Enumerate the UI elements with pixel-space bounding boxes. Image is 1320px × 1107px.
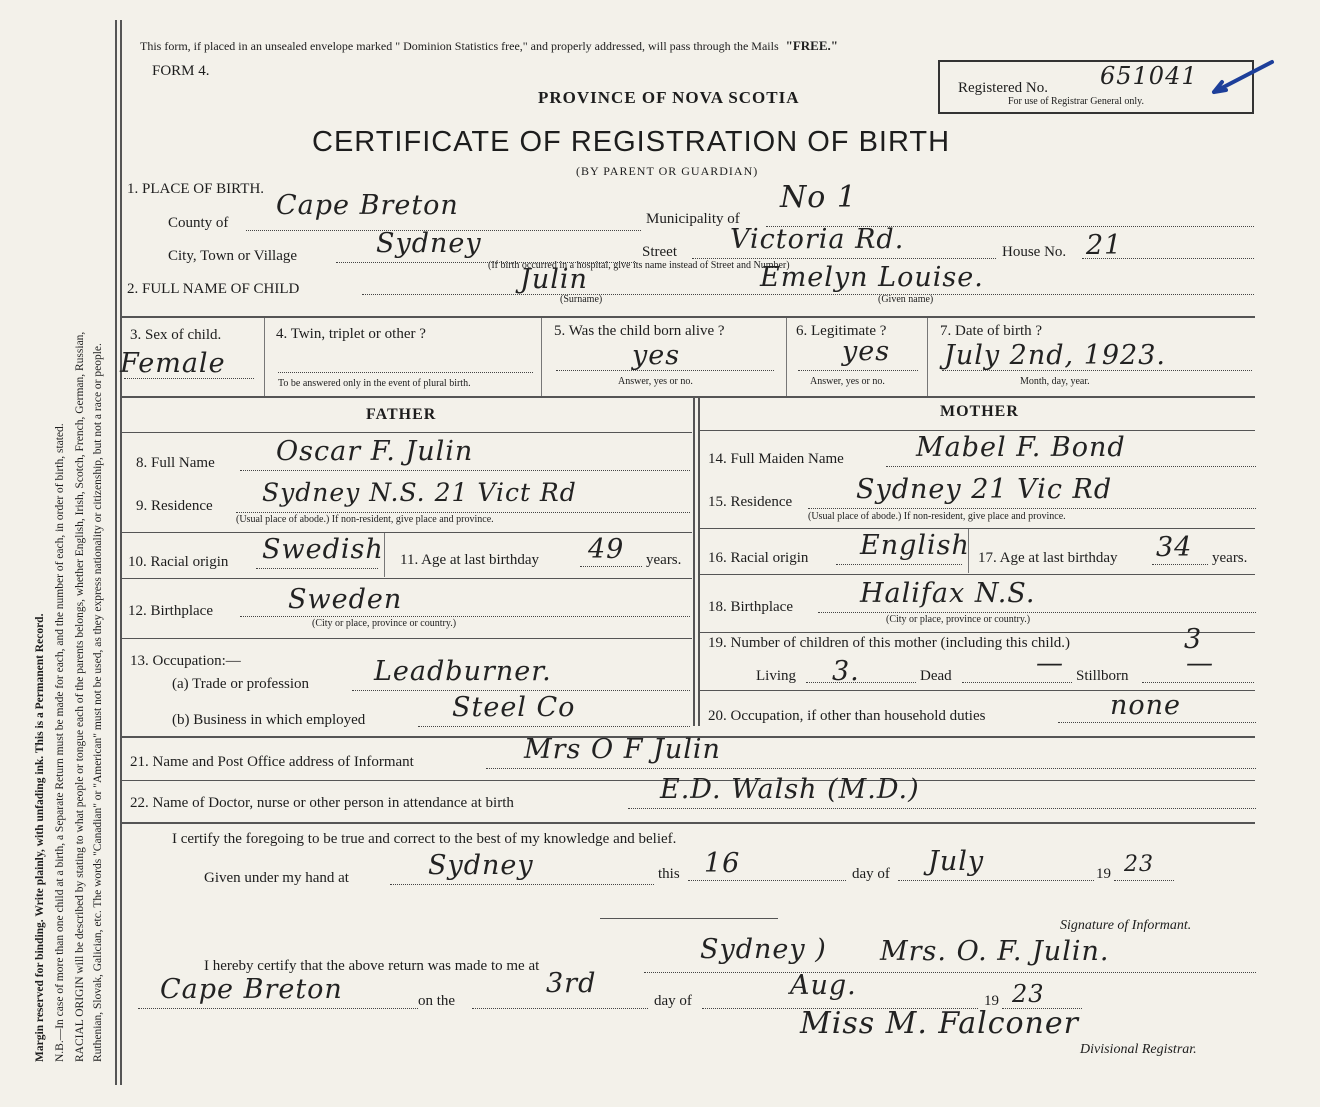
father-business-line bbox=[418, 726, 690, 727]
informant-signature: Mrs. O. F. Julin. bbox=[880, 936, 1110, 967]
certificate-subtitle: (BY PARENT OR GUARDIAN) bbox=[576, 164, 759, 178]
mother-residence-label: 15. Residence bbox=[708, 494, 793, 510]
mother-children-label: 19. Number of children of this mother (including this child.) bbox=[708, 635, 1071, 651]
father-business-label: (b) Business in which employed bbox=[172, 712, 366, 728]
twin-label: 4. Twin, triplet or other ? bbox=[276, 326, 426, 342]
father-age-unit: years. bbox=[646, 552, 682, 568]
registrar-day-line bbox=[472, 1008, 648, 1009]
dead-value: — bbox=[1036, 648, 1064, 679]
father-heading: FATHER bbox=[366, 406, 437, 423]
registrar-county-line bbox=[138, 1008, 418, 1009]
informant-line bbox=[486, 768, 1256, 769]
mother-racial-line bbox=[836, 564, 962, 565]
county-label: County of bbox=[168, 215, 229, 231]
given-place-value: Sydney bbox=[428, 850, 534, 881]
signature-rule bbox=[600, 918, 778, 919]
legitimate-line bbox=[798, 370, 918, 371]
municipality-label: Municipality of bbox=[646, 211, 740, 227]
municipality-value: No 1 bbox=[780, 180, 857, 215]
province-heading: PROVINCE OF NOVA SCOTIA bbox=[538, 88, 800, 107]
dob-label: 7. Date of birth ? bbox=[940, 323, 1043, 339]
father-row-rule-2 bbox=[120, 578, 692, 579]
father-racial-value: Swedish bbox=[262, 534, 384, 565]
dob-value: July 2nd, 1923. bbox=[944, 340, 1166, 371]
margin-note-racial-2: Ruthenian, Slovak, Galician, etc. The words "Canadian" or "American" must not be used, as they express nationality or citizenship, but not a race or people. bbox=[92, 343, 104, 1062]
living-line bbox=[806, 682, 916, 683]
stillborn-label: Stillborn bbox=[1076, 668, 1129, 684]
twin-line bbox=[278, 372, 533, 373]
father-racial-divider bbox=[384, 533, 385, 577]
registered-label: Registered No. bbox=[958, 80, 1048, 96]
child-name-label: 2. FULL NAME OF CHILD bbox=[127, 281, 300, 297]
alive-value: yes bbox=[632, 340, 681, 371]
father-row-rule-3 bbox=[120, 638, 692, 639]
street-label: Street bbox=[642, 244, 677, 260]
registered-number-value: 651041 bbox=[1100, 62, 1198, 90]
mother-row-rule-1 bbox=[700, 528, 1255, 529]
mother-name-label: 14. Full Maiden Name bbox=[708, 451, 844, 467]
father-age-value: 49 bbox=[588, 534, 625, 565]
father-birthplace-line bbox=[240, 616, 690, 617]
mother-birthplace-value: Halifax N.S. bbox=[860, 578, 1036, 609]
mother-residence-line bbox=[808, 508, 1256, 509]
father-residence-line bbox=[236, 512, 690, 513]
dead-line bbox=[962, 682, 1072, 683]
row3-bottom-rule bbox=[120, 396, 1255, 398]
father-name-value: Oscar F. Julin bbox=[276, 436, 474, 467]
registrar-month-value: Aug. bbox=[790, 970, 857, 1001]
mother-row-rule-3 bbox=[700, 632, 1255, 633]
father-birthplace-value: Sweden bbox=[288, 584, 403, 615]
father-racial-line bbox=[256, 568, 378, 569]
registrar-caption: Divisional Registrar. bbox=[1080, 1042, 1197, 1057]
mother-birthplace-label: 18. Birthplace bbox=[708, 599, 793, 615]
child-given-value: Emelyn Louise. bbox=[760, 262, 984, 293]
row3-divider-2 bbox=[541, 318, 542, 396]
mail-note bbox=[140, 38, 838, 54]
father-racial-label: 10. Racial origin bbox=[128, 554, 229, 570]
informant-value: Mrs O F Julin bbox=[524, 734, 721, 765]
form-left-border bbox=[115, 20, 117, 1085]
certify-day-of-label: day of bbox=[852, 866, 890, 882]
dead-label: Dead bbox=[920, 668, 952, 684]
father-age-label: 11. Age at last birthday bbox=[400, 552, 539, 568]
check-mark-icon bbox=[1200, 56, 1280, 104]
mother-occupation-line bbox=[1058, 722, 1256, 723]
mother-birthplace-line bbox=[818, 612, 1256, 613]
day-line bbox=[688, 880, 846, 881]
mother-age-unit: years. bbox=[1212, 550, 1248, 566]
legitimate-note: Answer, yes or no. bbox=[810, 376, 885, 387]
father-occupation-label: 13. Occupation:— bbox=[130, 653, 241, 669]
mail-free-text: "FREE." bbox=[785, 38, 838, 53]
father-trade-label: (a) Trade or profession bbox=[172, 676, 310, 692]
registrar-day-of-label: day of bbox=[654, 993, 692, 1009]
father-name-line bbox=[240, 470, 690, 471]
given-note: (Given name) bbox=[878, 294, 934, 305]
sex-line bbox=[124, 378, 254, 379]
father-name-label: 8. Full Name bbox=[136, 455, 215, 471]
house-value: 21 bbox=[1086, 230, 1123, 261]
father-age-line bbox=[580, 566, 642, 567]
father-residence-value: Sydney N.S. 21 Vict Rd bbox=[262, 478, 577, 507]
row3-divider-1 bbox=[264, 318, 265, 396]
mother-racial-label: 16. Racial origin bbox=[708, 550, 809, 566]
doctor-rule bbox=[120, 822, 1255, 824]
certify-year-value: 23 bbox=[1124, 852, 1154, 877]
alive-note: Answer, yes or no. bbox=[618, 376, 693, 387]
registrar-statement: I hereby certify that the above return was made to me at bbox=[204, 958, 540, 974]
twin-note: To be answered only in the event of plural birth. bbox=[278, 378, 471, 389]
certify-month-value: July bbox=[928, 846, 985, 877]
dob-line bbox=[942, 370, 1252, 371]
row3-divider-3 bbox=[786, 318, 787, 396]
doctor-line bbox=[628, 808, 1256, 809]
father-row-rule-1 bbox=[120, 532, 692, 533]
sex-label: 3. Sex of child. bbox=[130, 327, 222, 343]
registrar-signature: Miss M. Falconer bbox=[800, 1006, 1079, 1041]
mother-age-label: 17. Age at last birthday bbox=[978, 550, 1118, 566]
father-residence-label: 9. Residence bbox=[136, 498, 213, 514]
registrar-at-line bbox=[644, 972, 1256, 973]
registrar-county-value: Cape Breton bbox=[160, 974, 343, 1005]
dob-note: Month, day, year. bbox=[1020, 376, 1090, 387]
stillborn-value: — bbox=[1186, 648, 1214, 679]
certify-year-prefix: 19 bbox=[1096, 866, 1111, 882]
child-surname-value: Julin bbox=[520, 264, 588, 295]
margin-note-nb: N.B.—In case of more than one child at a birth, a Separate Return must be made for each, and the number of each, in order of birth, stated. bbox=[54, 423, 66, 1062]
signature-caption: Signature of Informant. bbox=[1060, 918, 1192, 933]
mother-occupation-value: none bbox=[1110, 690, 1182, 721]
form-left-border-inner bbox=[120, 20, 122, 1085]
child-name-line bbox=[362, 294, 1254, 295]
mother-age-line bbox=[1152, 564, 1208, 565]
parents-divider-inner bbox=[698, 398, 700, 726]
legitimate-value: yes bbox=[842, 336, 891, 367]
mother-children-value: 3 bbox=[1184, 624, 1203, 655]
registrar-at-value: Sydney ) bbox=[700, 934, 827, 965]
mother-age-value: 34 bbox=[1156, 532, 1193, 563]
certificate-title: CERTIFICATE OF REGISTRATION OF BIRTH bbox=[312, 126, 951, 158]
legitimate-label: 6. Legitimate ? bbox=[796, 323, 887, 339]
surname-note: (Surname) bbox=[560, 294, 603, 305]
year-line bbox=[1114, 880, 1174, 881]
county-value: Cape Breton bbox=[276, 190, 459, 221]
margin-note-binding: Margin reserved for binding. Write plainly, with unfading ink. This is a Permanent Record. bbox=[34, 613, 46, 1062]
city-value: Sydney bbox=[376, 228, 482, 259]
mother-row-rule-2 bbox=[700, 574, 1255, 575]
mother-birthplace-note: (City or place, province or country.) bbox=[886, 614, 1031, 625]
parents-divider bbox=[693, 398, 695, 726]
stillborn-line bbox=[1142, 682, 1254, 683]
father-business-value: Steel Co bbox=[452, 692, 576, 723]
father-trade-value: Leadburner. bbox=[374, 656, 552, 687]
city-label: City, Town or Village bbox=[168, 248, 298, 264]
row3-divider-4 bbox=[927, 318, 928, 396]
row3-top-rule bbox=[120, 316, 1255, 318]
doctor-value: E.D. Walsh (M.D.) bbox=[660, 774, 920, 805]
mail-note-text: This form, if placed in an unsealed envelope marked " Dominion Statistics free," and properly addressed, will pass through the Mails bbox=[140, 39, 779, 53]
street-value: Victoria Rd. bbox=[730, 224, 905, 255]
father-birthplace-label: 12. Birthplace bbox=[128, 603, 213, 619]
this-label: this bbox=[658, 866, 680, 882]
hospital-note: (If birth occurred in a hospital, give its name instead of Street and Number) bbox=[488, 260, 790, 271]
sex-value: Female bbox=[120, 348, 226, 379]
mother-heading: MOTHER bbox=[940, 403, 1019, 420]
place-of-birth-heading: 1. PLACE OF BIRTH. bbox=[127, 181, 265, 197]
father-trade-line bbox=[352, 690, 690, 691]
father-residence-note: (Usual place of abode.) If non-resident, give place and province. bbox=[236, 514, 494, 525]
father-birthplace-note: (City or place, province or country.) bbox=[312, 618, 457, 629]
form-number: FORM 4. bbox=[152, 63, 210, 79]
alive-label: 5. Was the child born alive ? bbox=[554, 323, 725, 339]
mother-residence-value: Sydney 21 Vic Rd bbox=[856, 474, 1113, 505]
house-label: House No. bbox=[1002, 244, 1067, 260]
given-place-line bbox=[390, 884, 654, 885]
given-under-label: Given under my hand at bbox=[204, 870, 349, 886]
living-value: 3. bbox=[832, 656, 860, 687]
mother-occupation-label: 20. Occupation, if other than household duties bbox=[708, 708, 986, 724]
informant-label: 21. Name and Post Office address of Informant bbox=[130, 754, 414, 770]
margin-note-racial-1: RACIAL ORIGIN will be described by stating to what people or tongue each of the parents belongs, whether English, Irish, Scotch, French, German, Russian, bbox=[74, 331, 86, 1062]
certify-day-value: 16 bbox=[704, 848, 741, 879]
mother-residence-note: (Usual place of abode.) If non-resident, give place and province. bbox=[808, 511, 1066, 522]
certify-statement: I certify the foregoing to be true and correct to the best of my knowledge and belief. bbox=[172, 831, 677, 847]
registrar-day-value: 3rd bbox=[546, 968, 597, 999]
alive-line bbox=[556, 370, 774, 371]
registrar-year-value: 23 bbox=[1012, 980, 1045, 1008]
living-label: Living bbox=[756, 668, 796, 684]
doctor-label: 22. Name of Doctor, nurse or other person in attendance at birth bbox=[130, 795, 514, 811]
mother-name-value: Mabel F. Bond bbox=[916, 432, 1126, 463]
month-line bbox=[898, 880, 1094, 881]
mother-name-line bbox=[886, 466, 1256, 467]
street-line bbox=[692, 258, 996, 259]
mother-heading-rule bbox=[700, 430, 1255, 431]
father-heading-rule bbox=[120, 432, 692, 433]
registrar-year-prefix: 19 bbox=[984, 993, 999, 1009]
on-the-label: on the bbox=[418, 993, 456, 1009]
registered-note: For use of Registrar General only. bbox=[1008, 96, 1144, 107]
mother-racial-value: English bbox=[860, 530, 970, 561]
